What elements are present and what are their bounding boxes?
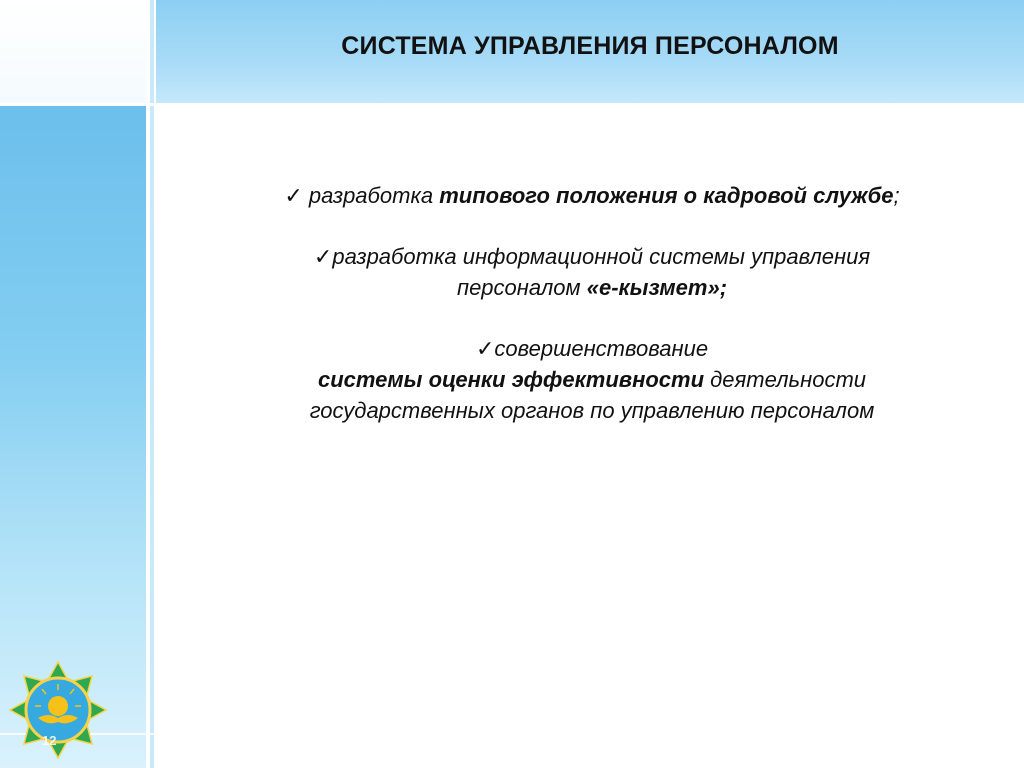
item-text: ; (893, 183, 900, 208)
bullet-list (170, 180, 1014, 456)
emblem-sun (48, 696, 68, 716)
item-text-bold: «е-кызмет»; (586, 275, 728, 300)
slide-title: СИСТЕМА УПРАВЛЕНИЯ ПЕРСОНАЛОМ (341, 32, 839, 60)
check-icon: ✓ (313, 244, 333, 269)
left-column (0, 0, 146, 768)
item-text: государственных органов по управлению персоналом (309, 398, 875, 423)
item-text: разработка (302, 183, 440, 208)
check-icon: ✓ (284, 183, 303, 208)
header-divider (0, 103, 1024, 106)
header-band (156, 0, 1024, 103)
item-text: разработка информационной системы управления (332, 244, 871, 269)
item-text-bold: системы оценки эффективности (317, 367, 705, 392)
item-text: персоналом (456, 275, 587, 300)
list-item (170, 241, 1014, 303)
item-text: деятельности (704, 367, 867, 392)
emblem-icon (8, 660, 108, 760)
item-text-bold: типового положения о кадровой службе (439, 183, 894, 208)
list-item (170, 333, 1014, 426)
check-icon: ✓ (475, 336, 495, 361)
divider-strip (154, 0, 156, 768)
left-top-panel (0, 0, 146, 103)
slide-number: 12 (42, 733, 57, 748)
list-item (170, 180, 1014, 211)
item-text: совершенствование (494, 336, 709, 361)
